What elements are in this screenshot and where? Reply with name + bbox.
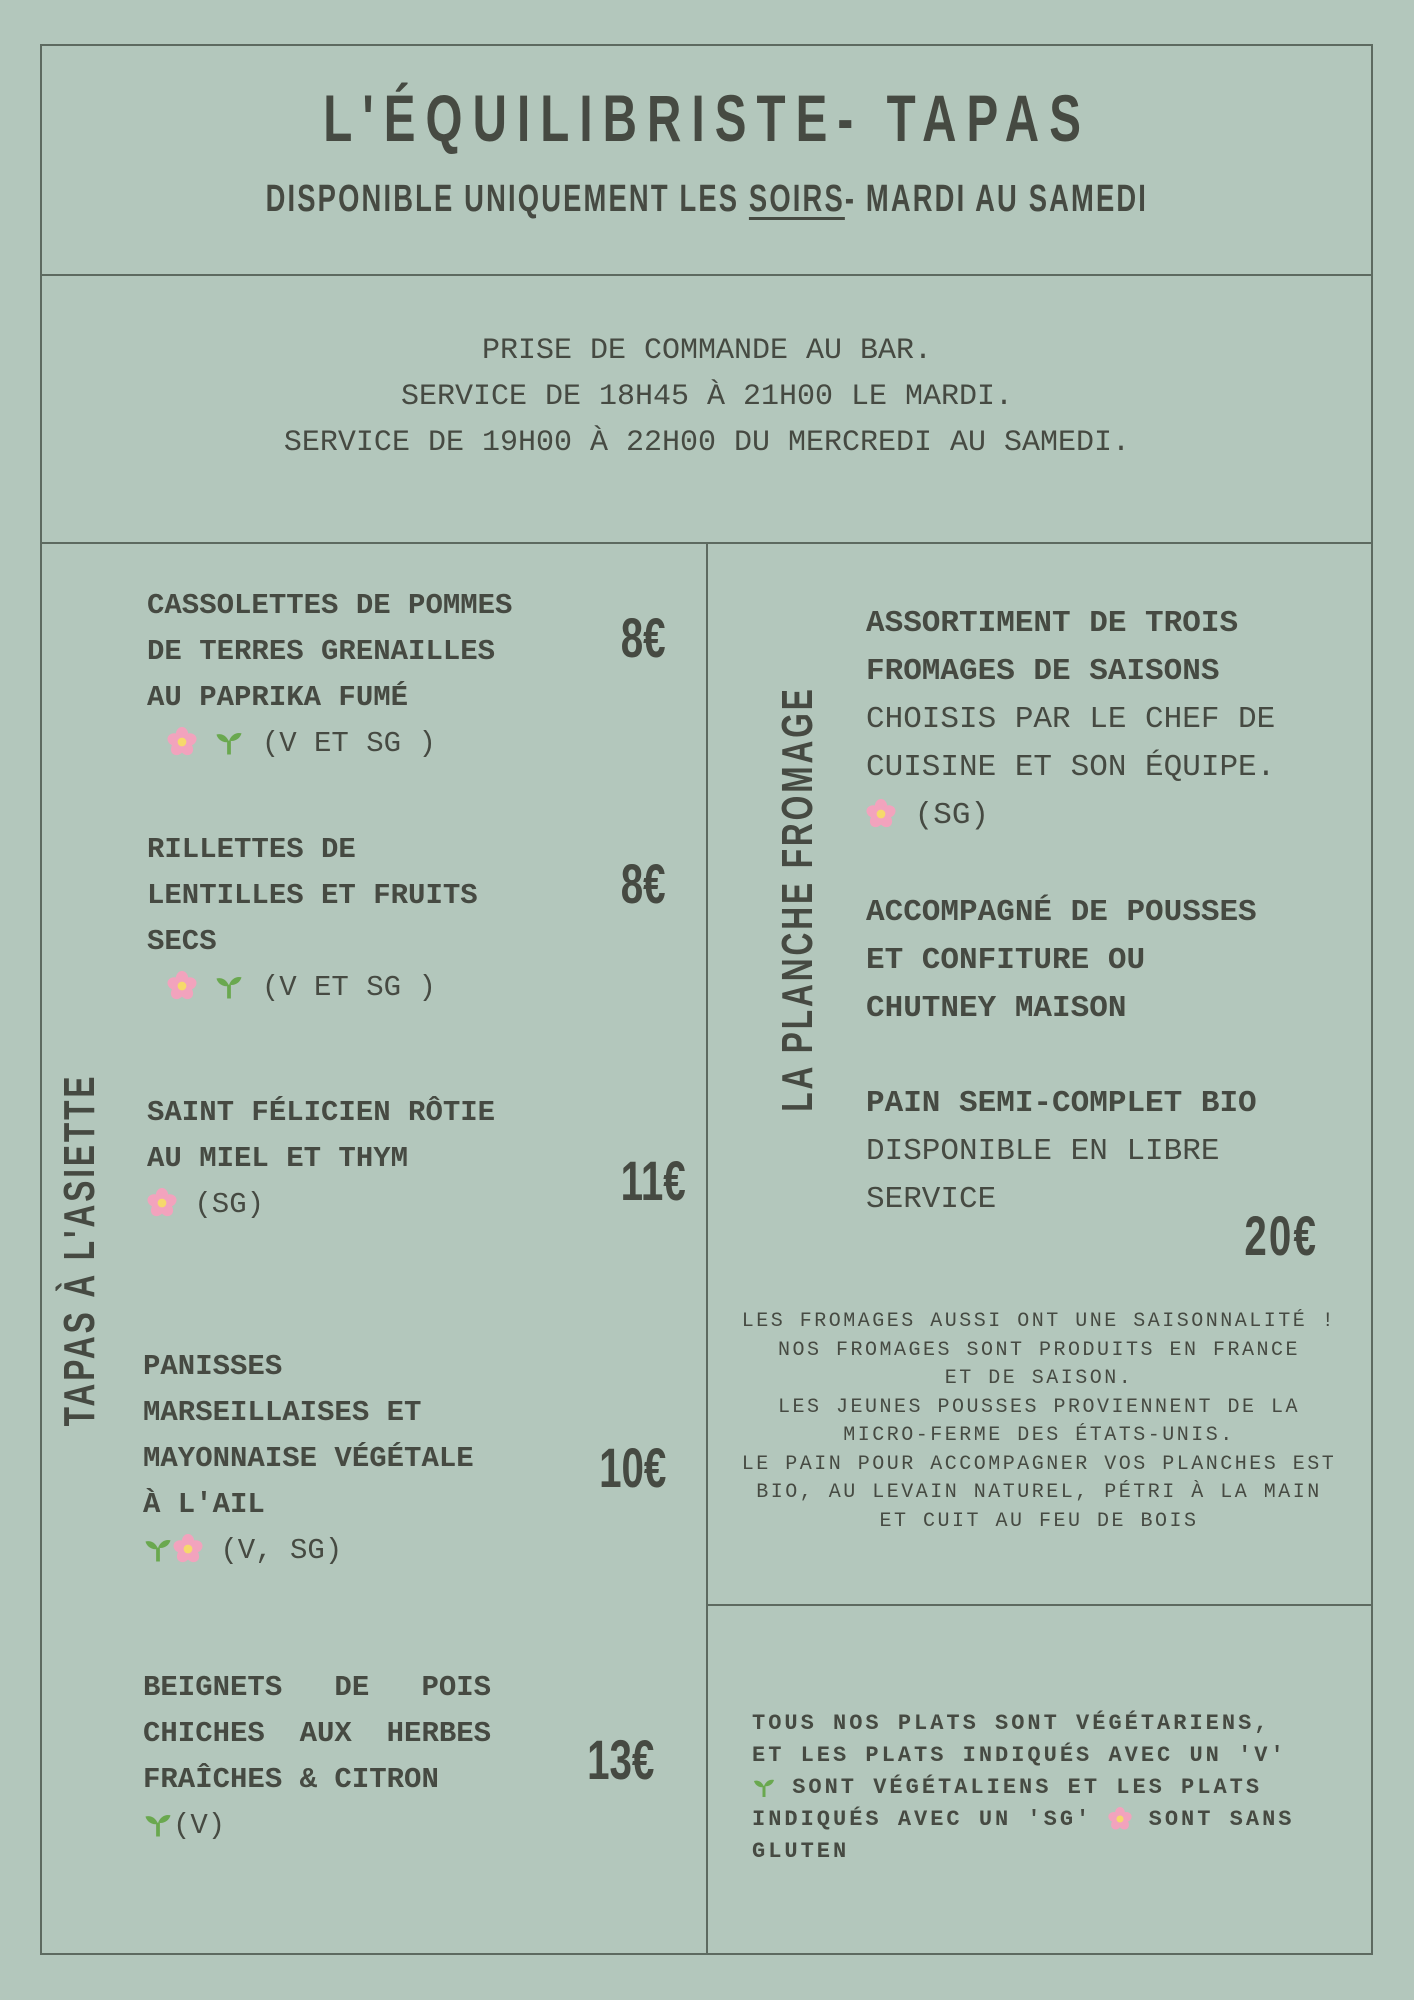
item-name-line: PANISSES — [143, 1350, 283, 1383]
flower-icon — [167, 727, 197, 757]
note-line: BIO, AU LEVAIN NATUREL, PÉTRI À LA MAIN — [756, 1481, 1322, 1504]
subtitle-pre: DISPONIBLE UNIQUEMENT LES — [265, 178, 750, 220]
flower-icon — [167, 971, 197, 1001]
tapas-section-label: TAPAS À L'ASIETTE — [55, 1073, 104, 1427]
item-price — [608, 1148, 698, 1217]
note-line: ET CUIT AU FEU DE BOIS — [879, 1509, 1199, 1533]
menu-item — [147, 1090, 495, 1228]
frame-right — [1371, 44, 1373, 1955]
legend-line: SONT SANS — [1148, 1807, 1295, 1832]
item-tags: (SG) — [914, 798, 990, 833]
menu-subtitle — [0, 178, 1414, 223]
frame-left — [40, 44, 42, 1955]
subtitle-underlined: SOIRS — [749, 178, 846, 220]
item-price — [574, 1727, 667, 1796]
item-name-line: DE TERRES GRENAILLES — [147, 635, 496, 668]
item-price-text: 11€ — [620, 1149, 686, 1212]
bread-description — [866, 1080, 1257, 1224]
flower-icon — [173, 1534, 203, 1564]
flower-icon — [147, 1188, 177, 1218]
item-name-line: MARSEILLAISES ET — [143, 1396, 422, 1429]
item-tags: (V) — [173, 1809, 226, 1842]
item-tags: (SG) — [194, 1188, 265, 1221]
menu-item — [147, 583, 512, 767]
desc-line: ET CONFITURE OU — [866, 943, 1146, 978]
item-price — [612, 851, 674, 920]
menu-title — [0, 80, 1414, 161]
dietary-legend — [752, 1708, 1294, 1868]
note-line: LE PAIN POUR ACCOMPAGNER VOS PLANCHES EST — [741, 1452, 1337, 1476]
menu-title-text: L'ÉQUILIBRISTE- TAPAS — [323, 81, 1091, 155]
item-name-line: CASSOLETTES DE POMMES — [147, 589, 513, 622]
item-name-line: AU MIEL ET THYM — [147, 1142, 409, 1175]
subtitle-text — [266, 178, 1148, 221]
seedling-icon — [143, 1534, 173, 1564]
seedling-icon — [752, 1775, 776, 1799]
cheese-board-description — [866, 600, 1275, 840]
frame-top — [41, 44, 1372, 46]
desc-line: FROMAGES DE SAISONS — [866, 654, 1220, 689]
item-name-line: MAYONNAISE VÉGÉTALE — [143, 1442, 474, 1475]
column-divider — [706, 542, 708, 1954]
legend-line: TOUS NOS PLATS SONT VÉGÉTARIENS, — [752, 1711, 1271, 1736]
desc-line: CHUTNEY MAISON — [866, 991, 1127, 1026]
desc-line: PAIN SEMI-COMPLET BIO — [866, 1086, 1257, 1121]
item-name-line: À L'AIL — [143, 1488, 265, 1521]
subtitle-post: - MARDI AU SAMEDI — [845, 178, 1149, 220]
desc-line: DISPONIBLE EN LIBRE — [866, 1134, 1220, 1169]
item-price-text: 8€ — [620, 606, 666, 669]
header-divider — [41, 274, 1372, 276]
item-name-line: BEIGNETS DE POIS — [143, 1671, 492, 1704]
item-price-text: 20€ — [1244, 1204, 1319, 1267]
seedling-icon — [143, 1809, 173, 1839]
item-name-line: LENTILLES ET FRUITS — [147, 879, 478, 912]
legend-line: SONT VÉGÉTALIENS ET LES PLATS — [792, 1775, 1263, 1800]
flower-icon — [866, 798, 896, 828]
menu-item — [143, 1665, 491, 1849]
info-line: SERVICE DE 18H45 À 21H00 LE MARDI. — [400, 380, 1014, 414]
item-price — [612, 605, 674, 674]
note-line: ET DE SAISON. — [944, 1367, 1134, 1390]
note-line: MICRO-FERME DES ÉTATS-UNIS. — [843, 1424, 1235, 1447]
item-price-text: 10€ — [599, 1436, 667, 1499]
item-tags: (V ET SG ) — [261, 971, 436, 1004]
legend-line: ET LES PLATS INDIQUÉS AVEC UN 'V' — [752, 1743, 1287, 1768]
cheese-notes — [706, 1308, 1372, 1536]
notes-divider — [706, 1604, 1372, 1606]
info-line: SERVICE DE 19H00 À 22H00 DU MERCREDI AU SAMEDI. — [283, 426, 1131, 460]
item-name-line: SAINT FÉLICIEN RÔTIE — [147, 1096, 496, 1129]
menu-item — [147, 827, 478, 1011]
cheese-board-accompaniments — [866, 889, 1257, 1033]
item-name-line: SECS — [147, 925, 217, 958]
item-name-line: RILLETTES DE — [147, 833, 356, 866]
info-line: PRISE DE COMMANDE AU BAR. — [481, 334, 933, 368]
item-price-text: 13€ — [587, 1728, 655, 1791]
item-tags: (V ET SG ) — [261, 727, 436, 760]
note-line: LES JEUNES POUSSES PROVIENNENT DE LA — [777, 1395, 1301, 1419]
desc-line: SERVICE — [866, 1182, 997, 1217]
item-price — [586, 1435, 679, 1504]
cheese-board-price — [1230, 1203, 1332, 1272]
seedling-icon — [214, 971, 244, 1001]
item-name-line: CHICHES AUX HERBES — [143, 1717, 492, 1750]
desc-line: ACCOMPAGNÉ DE POUSSES — [866, 895, 1257, 930]
legend-line: INDIQUÉS AVEC UN 'SG' — [752, 1807, 1093, 1832]
seedling-icon — [214, 727, 244, 757]
item-price-text: 8€ — [620, 852, 666, 915]
desc-line: CHOISIS PAR LE CHEF DE — [866, 702, 1276, 737]
item-name-line: FRAÎCHES & CITRON — [143, 1763, 439, 1796]
desc-line: ASSORTIMENT DE TROIS — [866, 606, 1239, 641]
flower-icon — [1108, 1807, 1132, 1831]
note-line: LES FROMAGES AUSSI ONT UNE SAISONNALITÉ ! — [741, 1310, 1337, 1333]
note-line: NOS FROMAGES SONT PRODUITS EN FRANCE — [777, 1338, 1301, 1362]
fromage-section-label: LA PLANCHE FROMAGE — [773, 686, 822, 1112]
desc-line: CUISINE ET SON ÉQUIPE. — [866, 750, 1276, 785]
legend-line: GLUTEN — [752, 1839, 850, 1864]
menu-item — [143, 1344, 474, 1574]
item-name-line: AU PAPRIKA FUMÉ — [147, 681, 409, 714]
item-tags: (V, SG) — [220, 1534, 343, 1567]
